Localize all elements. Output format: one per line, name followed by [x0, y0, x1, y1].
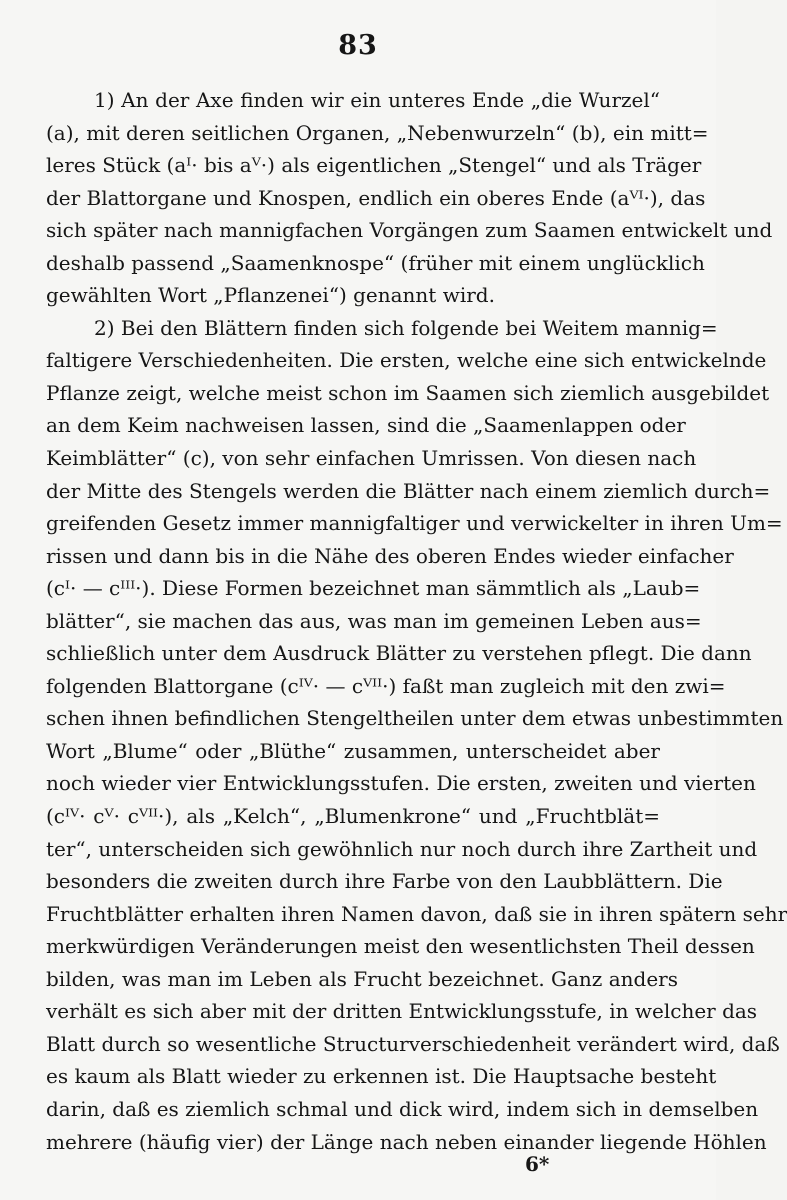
text-line: blätter“, sie machen das aus, was man im gemeinen Leben aus= — [46, 608, 702, 633]
text-line: noch wieder vier Entwicklungsstufen. Die ersten, zweiten und vierten — [46, 771, 756, 796]
text-body — [46, 84, 787, 1158]
text-line: Keimblätter“ (c), von sehr einfachen Umrissen. Von diesen nach — [46, 446, 697, 471]
text-line: darin, daß es ziemlich schmal und dick wird, indem sich in demselben — [46, 1096, 759, 1121]
page-number: 83 — [338, 30, 378, 61]
text-line: Pflanze zeigt, welche meist schon im Saamen sich ziemlich ausgebildet — [46, 380, 770, 405]
text-line: schen ihnen befindlichen Stengeltheilen unter dem etwas unbestimmten — [46, 706, 784, 731]
text-line: deshalb passend „Saamenknospe“ (früher mit einem unglücklich — [46, 250, 705, 275]
signature-mark: 6* — [525, 1152, 550, 1176]
text-line: greifenden Gesetz immer mannigfaltiger und verwickelter in ihren Um= — [46, 511, 783, 536]
text-line: verhält es sich aber mit der dritten Entwicklungsstufe, in welcher das — [46, 999, 758, 1024]
text-line: gewählten Wort „Pflanzenei“) genannt wird. — [46, 283, 495, 308]
text-line: schließlich unter dem Ausdruck Blätter zu verstehen pflegt. Die dann — [46, 641, 752, 666]
text-line: bilden, was man im Leben als Frucht bezeichnet. Ganz anders — [46, 966, 678, 991]
text-line: (cᴵ· — cᴵᴵᴵ·). Diese Formen bezeichnet man sämmtlich als „Laub= — [46, 576, 701, 601]
text-line: leres Stück (aᴵ· bis aⱽ·) als eigentlichen „Stengel“ und als Träger — [46, 153, 702, 178]
text-line: Fruchtblätter erhalten ihren Namen davon, daß sie in ihren spätern sehr — [46, 901, 787, 926]
text-line: (cᴵⱽ· cⱽ· cⱽᴵᴵ·), als „Kelch“, „Blumenkrone“ und „Fruchtblät= — [46, 804, 660, 829]
text-line: merkwürdigen Veränderungen meist den wesentlichsten Theil dessen — [46, 934, 755, 959]
text-line: 1) An der Axe finden wir ein unteres Ende „die Wurzel“ — [94, 88, 660, 112]
text-line: besonders die zweiten durch ihre Farbe von den Laubblättern. Die — [46, 869, 723, 894]
text-line: rissen und dann bis in die Nähe des oberen Endes wieder einfacher — [46, 543, 734, 568]
text-line: folgenden Blattorgane (cᴵⱽ· — cⱽᴵᴵ·) faßt man zugleich mit den zwi= — [46, 673, 726, 698]
text-line: ter“, unterscheiden sich gewöhnlich nur noch durch ihre Zartheit und — [46, 836, 758, 861]
text-line: Wort „Blume“ oder „Blüthe“ zusammen, unterscheidet aber — [46, 738, 660, 763]
text-line: es kaum als Blatt wieder zu erkennen ist. Die Hauptsache besteht — [46, 1064, 717, 1089]
text-line: mehrere (häufig vier) der Länge nach neben einander liegende Höhlen — [46, 1129, 767, 1154]
text-line: Blatt durch so wesentliche Structurverschiedenheit verändert wird, daß — [46, 1031, 780, 1056]
text-line: der Blattorgane und Knospen, endlich ein oberes Ende (aⱽᴵ·), das — [46, 185, 706, 210]
text-line: der Mitte des Stengels werden die Blätter nach einem ziemlich durch= — [46, 478, 771, 503]
text-line: an dem Keim nachweisen lassen, sind die „Saamenlappen oder — [46, 413, 686, 438]
text-line: sich später nach mannigfachen Vorgängen zum Saamen entwickelt und — [46, 218, 773, 243]
text-line: faltigere Verschiedenheiten. Die ersten, welche eine sich entwickelnde — [46, 348, 767, 373]
text-line: 2) Bei den Blättern finden sich folgende bei Weitem mannig= — [94, 315, 718, 340]
text-line: (a), mit deren seitlichen Organen, „Nebenwurzeln“ (b), ein mitt= — [46, 120, 709, 145]
